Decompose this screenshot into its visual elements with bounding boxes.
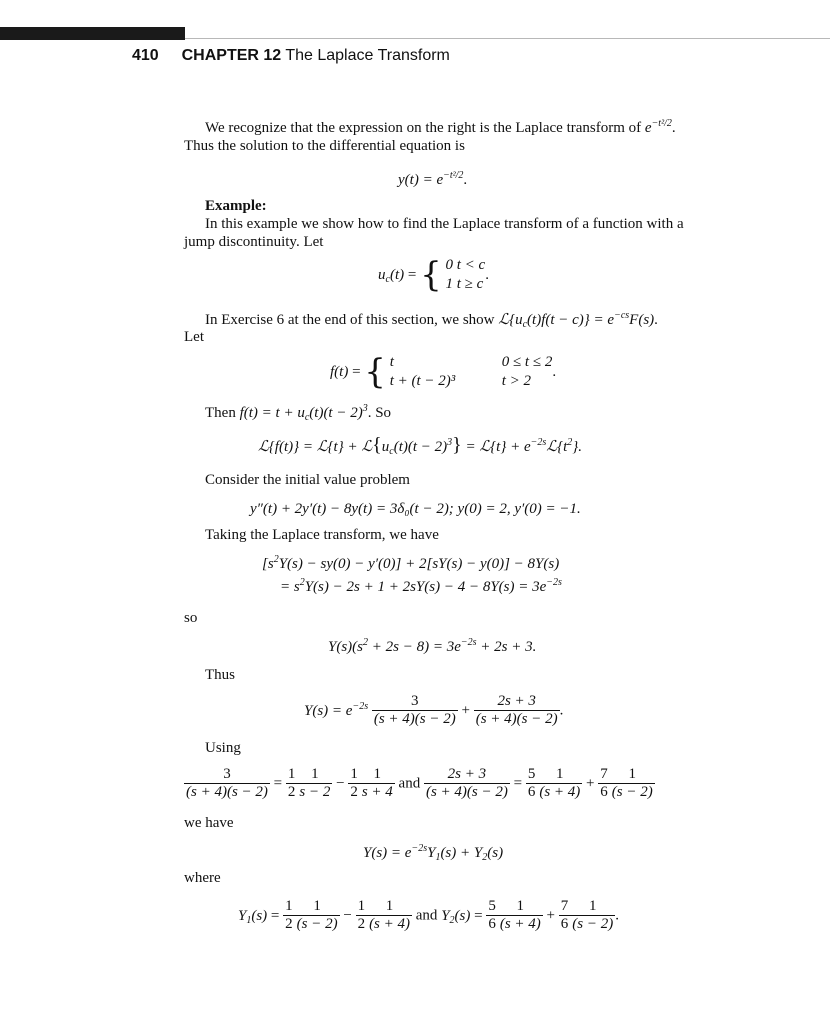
paragraph-jump: jump discontinuity. Let <box>184 234 324 250</box>
paragraph-then: Then $f(t) = t + u_c(t)(t - 2)^3$. So <box>205 403 392 423</box>
paragraph-example-intro: In this example we show how to find the Laplace transform of a function with a <box>205 216 684 232</box>
equation-step-function: $u_c(t)$ = { 0 t < c 1 t ≥ c . <box>378 255 489 295</box>
equation-ys-solved: $Y(s) = e^{-2s}$ $\frac{3}{(s + 4)(s - 2)}$ + $\frac{2s + 3}{(s + 4)(s - 2)}$ . <box>304 693 564 727</box>
equation-solution: $y(t) = e^{-t^2/2}$. <box>398 170 468 188</box>
header-rule <box>185 38 830 39</box>
paragraph-thus-solution: Thus the solution to the differential equation is <box>184 138 465 154</box>
equation-transform-line1: $[s^2Y(s) - sy(0) - y'(0)] + 2[sY(s) - y(0)] - 8Y(s)$ <box>262 554 560 572</box>
equation-transform-f: ℒ{f(t)} = ℒ{t} + $ℒ\{u_c(t)(t - 2)^3\}$ = ℒ{t} + $e^{-2s}ℒ\{t^2\}$. <box>258 434 582 457</box>
paragraph-let: Let <box>184 329 204 345</box>
paragraph-consider: Consider the initial value problem <box>205 472 410 488</box>
paragraph-where: where <box>184 870 221 886</box>
equation-y1-y2: $Y_1(s)$ = $\frac{1}{2}$ $\frac{1}{(s - 2)}$ − $\frac{1}{2}$ $\frac{1}{(s + 4)}$ and $Y_2(s)$ = $\frac{5}{6}$ $\frac{1}{(s + 4)}$ + $\frac{7}{6}$ $\frac{1}{(s - 2)}$ . <box>238 898 619 932</box>
paragraph-so: so <box>184 610 198 626</box>
paragraph-taking: Taking the Laplace transform, we have <box>205 527 439 543</box>
equation-decomposition: $Y(s) = e^{-2s}Y_1(s) + Y_2(s)$ <box>363 843 504 863</box>
page-number: 410 <box>132 47 159 64</box>
paragraph-thus: Thus <box>205 667 235 683</box>
equation-piecewise-f: f(t) = { t 0 ≤ t ≤ 2 t + (t − 2)³ t > 2 . <box>330 352 557 392</box>
equation-ivp: y″(t) + 2y′(t) − 8y(t) = 3δ₀(t − 2); y(0) = 2, y′(0) = −1. <box>250 501 581 517</box>
chapter-label: CHAPTER 12 <box>181 47 282 64</box>
equation-ys: $Y(s)(s^2 + 2s - 8) = 3e^{-2s} + 2s + 3$. <box>328 637 537 655</box>
paragraph-using: Using <box>205 740 241 756</box>
equation-partial-fractions: $\frac{3}{(s + 4)(s - 2)}$ = $\frac{1}{2}$ $\frac{1}{s - 2}$ − $\frac{1}{2}$ $\frac{1}{s + 4}$ and $\frac{2s + 3}{(s + 4)(s - 2)}$ = $\frac{5}{6}$ $\frac{1}{(s + 4)}$ + $\frac{7}{6}$ $\frac{1}{(s - 2)}$ <box>186 766 653 800</box>
paragraph-exercise: In Exercise 6 at the end of this section, we show $ℒ\{u_c(t)f(t - c)\} = e^{-cs}F(s)$. <box>205 310 658 330</box>
paragraph-we-have: we have <box>184 815 234 831</box>
equation-transform-line2: = $s^2Y(s) - 2s + 1 + 2sY(s) - 4 - 8Y(s) = 3e^{-2s}$ <box>280 577 562 595</box>
example-heading: Example: <box>205 198 267 214</box>
paragraph-recognize: We recognize that the expression on the right is the Laplace transform of $e^{-t^2/2}$. <box>205 118 676 136</box>
chapter-title: The Laplace Transform <box>285 47 450 64</box>
page-header <box>132 47 450 65</box>
header-bar <box>0 27 185 40</box>
